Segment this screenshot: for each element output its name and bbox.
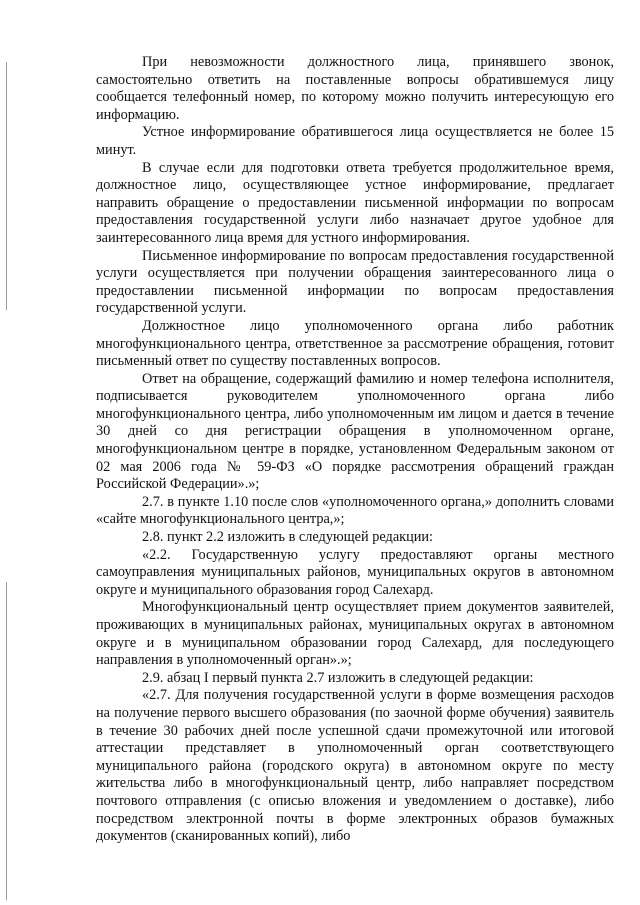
paragraph-responsible-official: Должностное лицо уполномоченного органа либо работник многофункционального центра, ответственное за рассмотрение обращения, готовит письменный ответ по существу поставленных вопросов. xyxy=(96,317,614,370)
paragraph-item-2-9: 2.9. абзац I первый пункта 2.7 изложить в следующей редакции: xyxy=(142,669,534,686)
paragraph-clause-2-2: «2.2. Государственную услугу предоставляют органы местного самоуправления муниципальных районов, муниципальных округов в автономном округе и муниципального образования город Салехард. xyxy=(96,546,614,598)
paragraph-item-2-8: 2.8. пункт 2.2 изложить в следующей редакции: xyxy=(142,529,434,546)
paragraph-clause-2-7: «2.7. Для получения государственной услуги в форме возмещения расходов на получение первого высшего образования (по заочной форме обучения) заявитель в течение 30 рабочих дней после успешной сдачи промежуточной или итоговой аттестации представляет в уполномоченный орган соответствующего муниципального района (городского округа) в автономном округе по месту жительства либо в многофункциональный центр, либо направляет посредством почтового отправления (с описью вложения и уведомлением о доставке), либо посредством электронной почты в форме электронных образов бумажных документов (сканированных копий), либо xyxy=(96,687,614,845)
paragraph-written-informing: Письменное информирование по вопросам предоставления государственной услуги осуществляется при получении обращения заинтересованного лица о предоставлении письменной информации по вопросам предоставления государственной услуги. xyxy=(96,247,614,317)
scan-margin-line-upper xyxy=(6,62,7,310)
paragraph-item-2-7: 2.7. в пункте 1.10 после слов «уполномоченного органа,» дополнить словами «сайте многофункционального центра,»; xyxy=(96,493,614,528)
paragraph-call-referral: При невозможности должностного лица, принявшего звонок, самостоятельно ответить на поставленные вопросы обратившемуся лицу сообщается телефонный номер, по которому можно получить интересующую его информацию. xyxy=(96,54,614,123)
paragraph-oral-duration: Устное информирование обратившегося лица осуществляется не более 15 минут. xyxy=(96,124,614,158)
scan-margin-line-lower xyxy=(6,582,7,900)
paragraph-response-signing: Ответ на обращение, содержащий фамилию и номер телефона исполнителя, подписывается руководителем уполномоченного органа либо многофункционального центра, либо уполномоченным им лицом и дается в течение 30 дней со дня регистрации обращения в уполномоченном органе, многофункциональном центре в порядке, установленном Федеральным законом от 02 мая 2006 года № 59-ФЗ «О порядке рассмотрения обращений граждан Российской Федерации».»; xyxy=(96,370,614,493)
paragraph-long-preparation: В случае если для подготовки ответа требуется продолжительное время, должностное лицо, осуществляющее устное информирование, предлагает направить обращение о предоставлении письменной информации по вопросам предоставления государственной услуги либо назначает другое удобное для заинтересованного лица время для устного информирования. xyxy=(96,159,614,246)
paragraph-mfc-acceptance: Многофункциональный центр осуществляет прием документов заявителей, проживающих в муниципальных районах, муниципальных округах в автономном округе и в муниципальном образовании город Салехард, для последующего направления в уполномоченный орган».»; xyxy=(96,599,614,669)
document-body xyxy=(96,54,614,846)
